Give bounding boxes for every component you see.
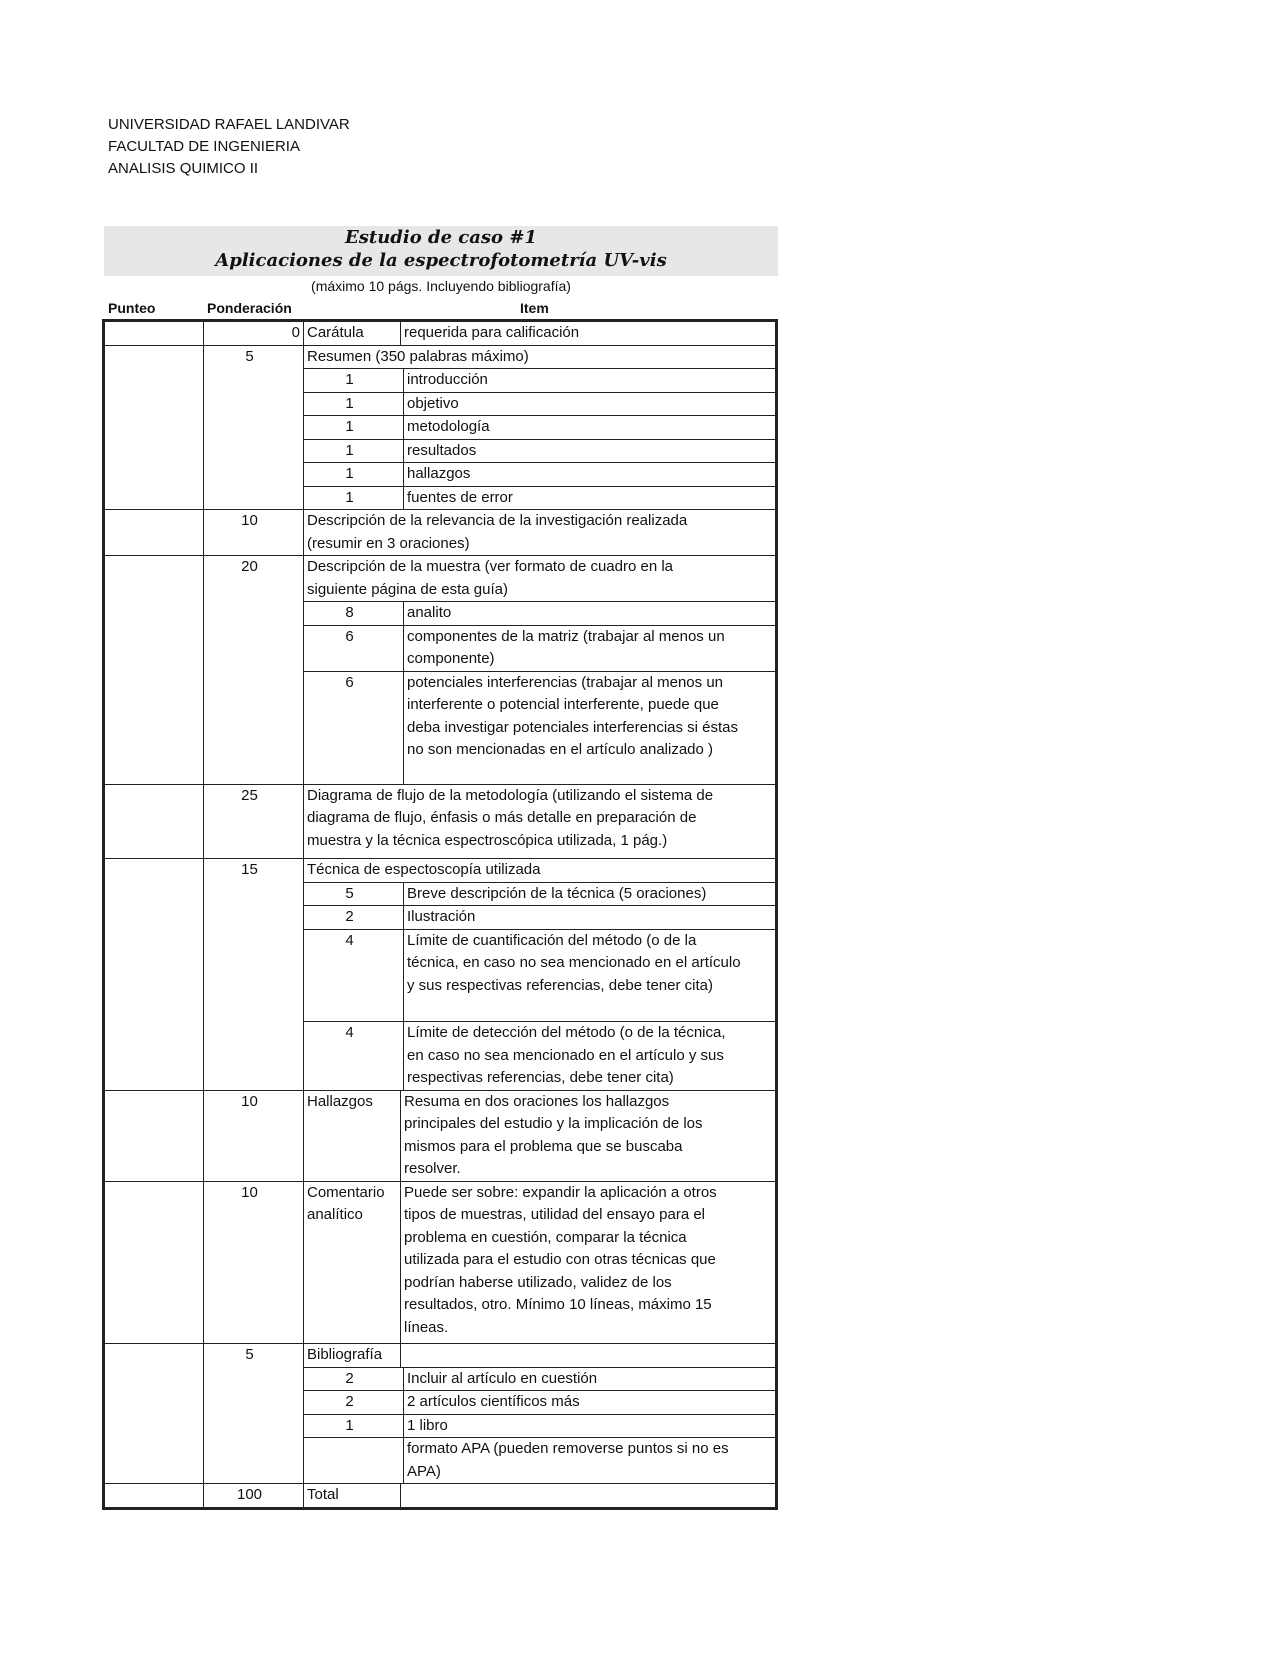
bibliografia-empty bbox=[400, 1344, 775, 1367]
label-line: analítico bbox=[307, 1206, 363, 1223]
diagrama-text: muestra y la técnica espectroscópica utilizada, 1 pág.) bbox=[307, 831, 668, 849]
row-resumen bbox=[102, 345, 778, 510]
sub-row bbox=[304, 1437, 775, 1483]
sub-weight bbox=[304, 1438, 403, 1483]
sub-line: componente) bbox=[407, 650, 495, 667]
sub-row bbox=[304, 439, 775, 463]
sub-line: no son mencionadas en el artículo analizado ) bbox=[407, 741, 714, 758]
resumen-label: Resumen (350 palabras máximo) bbox=[307, 347, 529, 365]
desc-line: líneas. bbox=[404, 1318, 449, 1336]
comentario-desc bbox=[400, 1182, 775, 1344]
sub-weight: 2 bbox=[345, 908, 354, 925]
sub-row bbox=[304, 1021, 775, 1090]
sub-weight: 1 bbox=[345, 441, 354, 459]
item-cell bbox=[303, 1344, 778, 1483]
caratula-desc: requerida para calificación bbox=[400, 322, 775, 345]
score-cell bbox=[102, 859, 203, 1090]
sub-row bbox=[304, 462, 775, 486]
weight-cell: 5 bbox=[203, 1344, 303, 1483]
row-tecnica bbox=[102, 858, 778, 1090]
item-cell bbox=[303, 556, 778, 784]
title-band bbox=[104, 226, 778, 276]
sub-line: potenciales interferencias (trabajar al menos un bbox=[407, 673, 724, 691]
document-header bbox=[108, 114, 350, 180]
sub-line: 1 libro bbox=[407, 1416, 448, 1434]
weight-cell: 10 bbox=[203, 1182, 303, 1344]
sub-text bbox=[403, 1438, 775, 1483]
sub-text: resultados bbox=[403, 440, 775, 463]
sub-text bbox=[403, 672, 775, 784]
sub-row bbox=[304, 1367, 775, 1391]
muestra-text: Descripción de la muestra (ver formato de cuadro en la bbox=[307, 558, 674, 575]
sub-line: respectivas referencias, debe tener cita) bbox=[407, 1069, 674, 1086]
total-empty bbox=[400, 1484, 775, 1507]
weight-cell: 5 bbox=[203, 346, 303, 510]
sub-line: técnica, en caso no sea mencionado en el artículo bbox=[407, 954, 741, 971]
sub-line: APA) bbox=[407, 1462, 441, 1480]
weight-cell: 100 bbox=[203, 1484, 303, 1507]
sub-weight: 1 bbox=[345, 418, 354, 435]
weight-cell: 20 bbox=[203, 556, 303, 784]
rubric-table bbox=[102, 319, 778, 1510]
sub-row bbox=[304, 392, 775, 416]
sub-line: interferente o potencial interferente, puede que bbox=[407, 696, 719, 713]
case-study-title: Estudio de caso #1 bbox=[345, 227, 537, 248]
sub-line: 2 artículos científicos más bbox=[407, 1393, 580, 1410]
row-muestra bbox=[102, 555, 778, 784]
desc-line: utilizada para el estudio con otras técnicas que bbox=[404, 1251, 716, 1268]
sub-weight: 4 bbox=[345, 1024, 354, 1041]
row-total bbox=[102, 1483, 778, 1510]
sub-text: introducción bbox=[403, 369, 775, 392]
score-cell bbox=[102, 1484, 203, 1507]
hallazgos-label: Hallazgos bbox=[307, 1092, 373, 1110]
score-cell bbox=[102, 322, 203, 345]
muestra-text: siguiente página de esta guía) bbox=[307, 580, 508, 598]
score-cell bbox=[102, 1091, 203, 1181]
sub-weight: 2 bbox=[345, 1369, 354, 1387]
sub-text: fuentes de error bbox=[403, 487, 775, 510]
score-cell bbox=[102, 785, 203, 859]
diagrama-text: Diagrama de flujo de la metodología (utilizando el sistema de bbox=[307, 786, 714, 804]
comentario-label bbox=[304, 1182, 400, 1344]
sub-text: hallazgos bbox=[403, 463, 775, 486]
tecnica-label: Técnica de espectoscopía utilizada bbox=[307, 861, 541, 878]
col-header-ponderacion: Ponderación bbox=[207, 300, 292, 316]
sub-text bbox=[403, 1415, 775, 1438]
desc-line: principales del estudio y la implicación de los bbox=[404, 1115, 703, 1132]
sub-line: Incluir al artículo en cuestión bbox=[407, 1369, 598, 1387]
sub-weight: 1 bbox=[345, 1416, 354, 1434]
sub-text bbox=[403, 906, 775, 929]
sub-row bbox=[304, 882, 775, 906]
sub-weight: 8 bbox=[345, 604, 354, 621]
item-cell bbox=[303, 1091, 778, 1181]
col-header-item: Item bbox=[520, 300, 549, 316]
sub-text bbox=[403, 1022, 775, 1090]
page-limit-note: (máximo 10 págs. Incluyendo bibliografía) bbox=[311, 278, 571, 294]
score-cell bbox=[102, 1344, 203, 1483]
sub-row bbox=[304, 1414, 775, 1438]
university-name: UNIVERSIDAD RAFAEL LANDIVAR bbox=[108, 116, 350, 133]
sub-weight: 4 bbox=[345, 931, 354, 949]
sub-weight: 2 bbox=[345, 1393, 354, 1410]
hallazgos-desc bbox=[400, 1091, 775, 1181]
score-cell bbox=[102, 1182, 203, 1344]
sub-weight: 5 bbox=[345, 884, 354, 902]
sub-line: Breve descripción de la técnica (5 oraciones) bbox=[407, 884, 707, 902]
sub-line: Límite de detección del método (o de la técnica, bbox=[407, 1024, 726, 1041]
score-cell bbox=[102, 346, 203, 510]
desc-line: Resuma en dos oraciones los hallazgos bbox=[404, 1092, 670, 1110]
weight-cell: 10 bbox=[203, 1091, 303, 1181]
sub-line: deba investigar potenciales interferencias si éstas bbox=[407, 718, 739, 736]
sub-text bbox=[403, 930, 775, 1022]
sub-row bbox=[304, 671, 775, 784]
sub-text: objetivo bbox=[403, 393, 775, 416]
total-label: Total bbox=[307, 1486, 339, 1503]
item-cell bbox=[303, 322, 778, 345]
desc-line: podrían haberse utilizado, validez de los bbox=[404, 1273, 672, 1291]
weight-cell: 0 bbox=[203, 322, 303, 345]
item-cell bbox=[303, 1484, 778, 1507]
sub-line: en caso no sea mencionado en el artículo y sus bbox=[407, 1046, 724, 1064]
desc-line: problema en cuestión, comparar la técnica bbox=[404, 1228, 687, 1246]
sub-line: Límite de cuantificación del método (o de la bbox=[407, 931, 697, 949]
sub-row bbox=[304, 1390, 775, 1414]
desc-line: tipos de muestras, utilidad del ensayo para el bbox=[404, 1206, 706, 1223]
sub-text: metodología bbox=[403, 416, 775, 439]
sub-text bbox=[403, 1368, 775, 1391]
sub-weight: 1 bbox=[345, 488, 354, 506]
sub-weight: 6 bbox=[345, 627, 354, 645]
sub-text bbox=[403, 602, 775, 625]
sub-line: y sus respectivas referencias, debe tener cita) bbox=[407, 976, 713, 994]
desc-line: resultados, otro. Mínimo 10 líneas, máximo 15 bbox=[404, 1296, 712, 1313]
weight-cell: 10 bbox=[203, 510, 303, 555]
sub-weight: 1 bbox=[345, 371, 354, 388]
caratula-label: Carátula bbox=[307, 324, 364, 341]
item-cell bbox=[303, 346, 778, 510]
sub-row bbox=[304, 486, 775, 510]
bibliografia-label: Bibliografía bbox=[307, 1346, 383, 1363]
item-cell bbox=[303, 859, 778, 1090]
course-name: ANALISIS QUIMICO II bbox=[108, 160, 259, 177]
faculty-name: FACULTAD DE INGENIERIA bbox=[108, 138, 300, 155]
item-cell bbox=[303, 510, 778, 555]
sub-row bbox=[304, 368, 775, 392]
row-relevancia bbox=[102, 509, 778, 555]
weight-cell: 25 bbox=[203, 785, 303, 859]
sub-text bbox=[403, 1391, 775, 1414]
score-cell bbox=[102, 556, 203, 784]
sub-line: Ilustración bbox=[407, 908, 476, 925]
label-line: Comentario bbox=[307, 1183, 385, 1201]
col-header-punteo: Punteo bbox=[108, 300, 156, 316]
sub-row bbox=[304, 415, 775, 439]
item-cell bbox=[303, 1182, 778, 1344]
case-study-subtitle: Aplicaciones de la espectrofotometría UV-vis bbox=[215, 250, 667, 271]
sub-row bbox=[304, 905, 775, 929]
diagrama-text: diagrama de flujo, énfasis o más detalle en preparación de bbox=[307, 809, 697, 826]
sub-line: formato APA (pueden removerse puntos si no es bbox=[407, 1440, 729, 1457]
desc-line: resolver. bbox=[404, 1160, 461, 1177]
sub-row bbox=[304, 929, 775, 1022]
sub-text bbox=[403, 626, 775, 671]
desc-line: Puede ser sobre: expandir la aplicación a otros bbox=[404, 1183, 717, 1201]
sub-text bbox=[403, 883, 775, 906]
sub-weight: 6 bbox=[345, 673, 354, 691]
relevancia-text: (resumir en 3 oraciones) bbox=[307, 534, 470, 552]
sub-row bbox=[304, 601, 775, 625]
row-comentario bbox=[102, 1181, 778, 1344]
desc-line: mismos para el problema que se buscaba bbox=[404, 1137, 683, 1155]
relevancia-text: Descripción de la relevancia de la investigación realizada bbox=[307, 512, 688, 529]
sub-weight: 1 bbox=[345, 394, 354, 412]
row-hallazgos bbox=[102, 1090, 778, 1181]
item-cell bbox=[303, 785, 778, 859]
row-bibliografia bbox=[102, 1343, 778, 1483]
row-caratula bbox=[102, 319, 778, 345]
row-diagrama bbox=[102, 784, 778, 859]
score-cell bbox=[102, 510, 203, 555]
sub-weight: 1 bbox=[345, 465, 354, 482]
sub-line: analito bbox=[407, 604, 452, 621]
sub-line: componentes de la matriz (trabajar al menos un bbox=[407, 627, 725, 645]
sub-row bbox=[304, 625, 775, 671]
weight-cell: 15 bbox=[203, 859, 303, 1090]
